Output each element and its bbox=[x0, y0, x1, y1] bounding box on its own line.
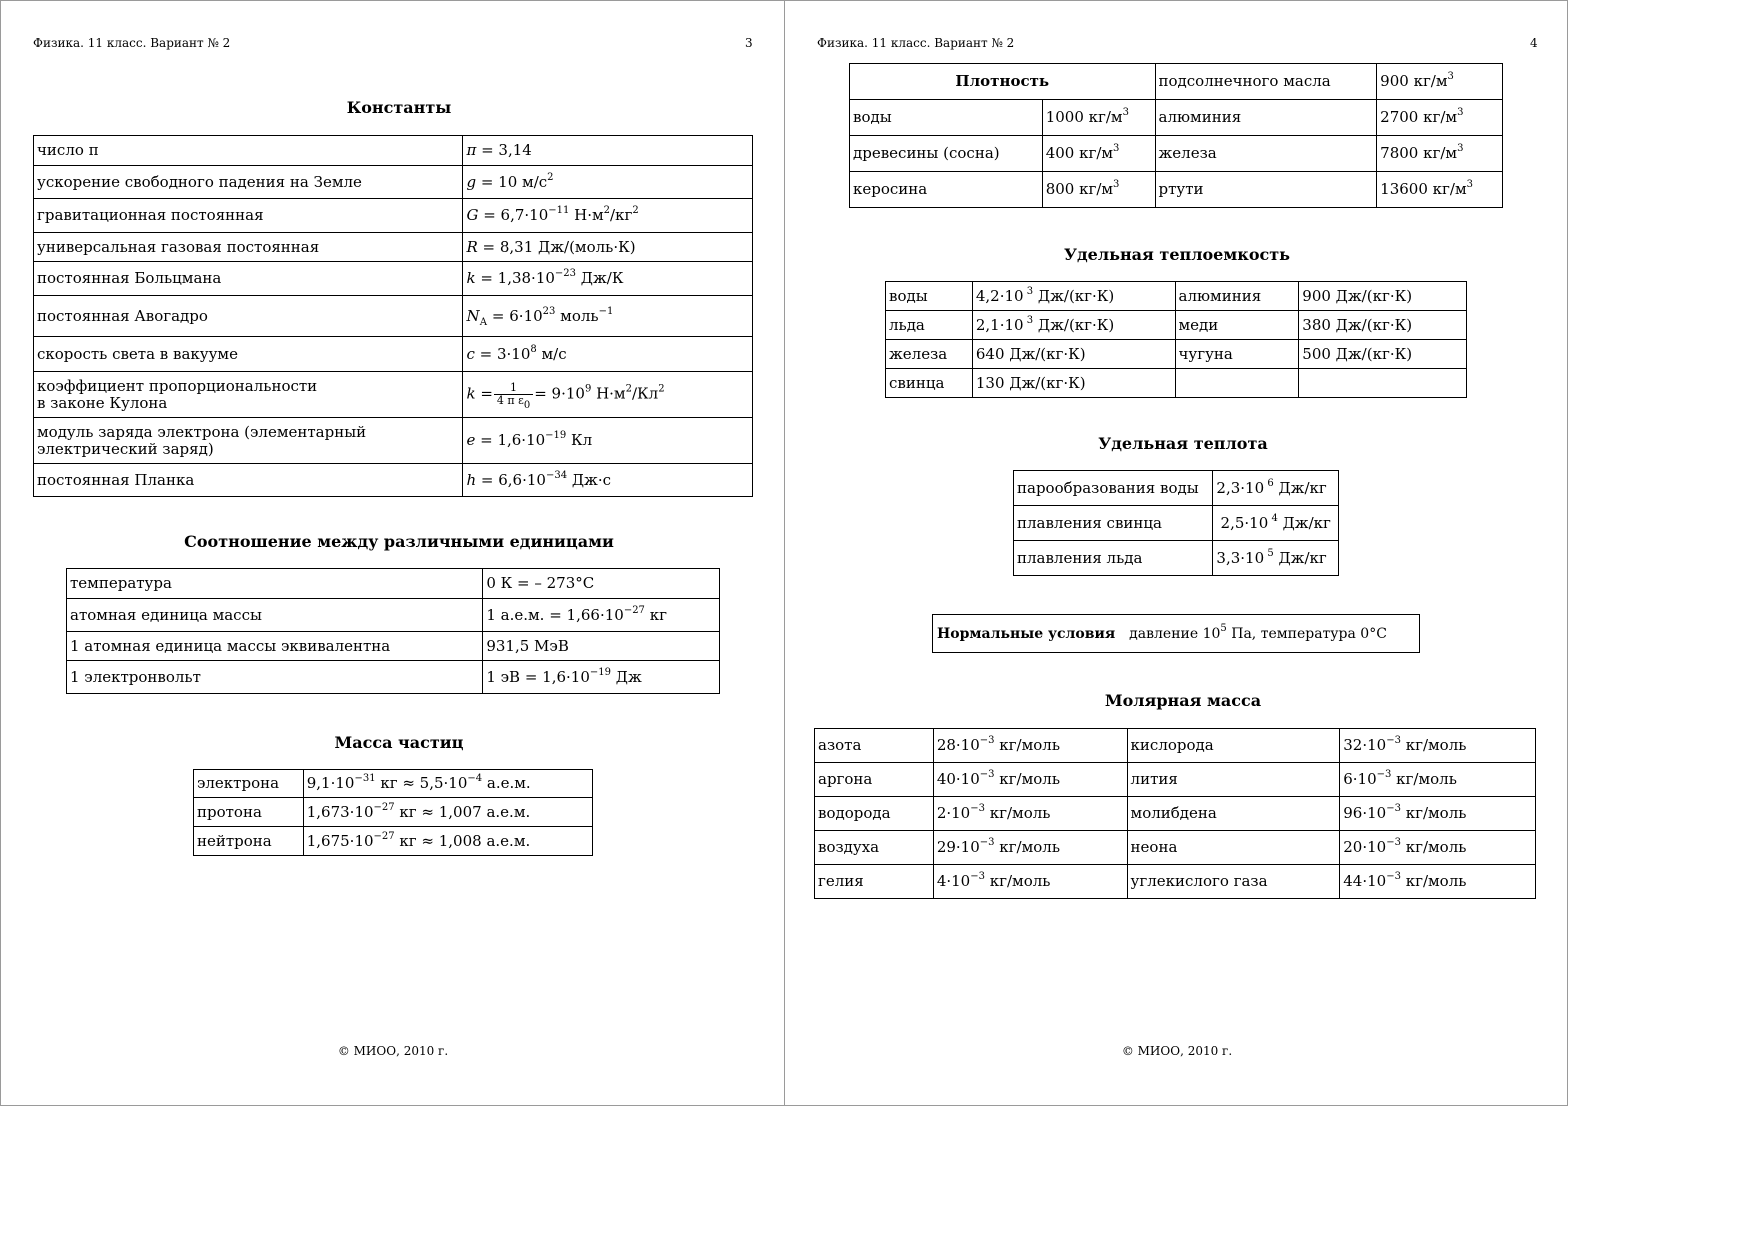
heat-capacity-value: 2,1·10 $^3$ Дж/(кг·К) bbox=[972, 311, 1175, 340]
table-row bbox=[815, 831, 1536, 865]
unit-value: 1 эВ = $1,6\cdot 10^{-19}$ Дж bbox=[483, 661, 720, 694]
table-row bbox=[34, 136, 753, 166]
constant-value: $c = 3\cdot 10^8$ м/с bbox=[463, 337, 753, 372]
constant-value: $N_А = 6\cdot 10^{23}$ моль$^{-1}$ bbox=[463, 296, 753, 337]
latent-heat-value: 3,3·10 $^5$ Дж/кг bbox=[1213, 541, 1339, 576]
units-title: Соотношение между различными единицами bbox=[184, 532, 614, 551]
table-row bbox=[34, 262, 753, 296]
table-row bbox=[850, 64, 1503, 100]
masses-table bbox=[193, 769, 593, 856]
table-row bbox=[34, 199, 753, 233]
table-row bbox=[67, 632, 720, 661]
substance-name: чугуна bbox=[1175, 340, 1299, 369]
substance-name: свинца bbox=[886, 369, 973, 398]
table-row bbox=[886, 369, 1467, 398]
constant-value: $e = 1,6\cdot 10^{-19}$ Кл bbox=[463, 418, 753, 464]
normal-conditions-box bbox=[932, 614, 1420, 653]
page-4 bbox=[784, 0, 1568, 1106]
substance-name: ртути bbox=[1155, 172, 1377, 208]
density-value: 400 $кг/м^3$ bbox=[1042, 136, 1155, 172]
table-row bbox=[34, 418, 753, 464]
constants-table bbox=[33, 135, 753, 497]
substance-name: воды bbox=[886, 282, 973, 311]
latent-heat-value: 2,3·10 $^6$ Дж/кг bbox=[1213, 471, 1339, 506]
density-value: 13600 $кг/м^3$ bbox=[1377, 172, 1503, 208]
masses-title: Масса частиц bbox=[334, 733, 464, 752]
normal-conditions-value: давление $10^5$ Па, температура 0°С bbox=[1129, 622, 1387, 642]
density-table bbox=[849, 63, 1503, 208]
constant-name: ускорение свободного падения на Земле bbox=[34, 166, 463, 199]
substance-name: древесины (сосна) bbox=[850, 136, 1043, 172]
unit-name: атомная единица массы bbox=[67, 599, 483, 632]
constant-name: число π bbox=[34, 136, 463, 166]
table-row bbox=[886, 282, 1467, 311]
molar-mass-title: Молярная масса bbox=[1104, 691, 1262, 710]
molar-mass-value: $20\cdot 10^{-3}$ кг/моль bbox=[1340, 831, 1536, 865]
page-footer: © МИОО, 2010 г. bbox=[1121, 1044, 1233, 1058]
table-row bbox=[34, 296, 753, 337]
units-table bbox=[66, 568, 720, 694]
heat-capacity-value: 900 Дж/(кг·К) bbox=[1299, 282, 1467, 311]
molar-mass-value: $96\cdot 10^{-3}$ кг/моль bbox=[1340, 797, 1536, 831]
table-row bbox=[815, 865, 1536, 899]
molar-mass-value: $4\cdot 10^{-3}$ кг/моль bbox=[933, 865, 1127, 899]
table-row bbox=[850, 100, 1503, 136]
substance-name: льда bbox=[886, 311, 973, 340]
substance-name: железа bbox=[1155, 136, 1377, 172]
table-row bbox=[850, 172, 1503, 208]
process-name: парообразования воды bbox=[1014, 471, 1213, 506]
constant-value: π = 3,14 bbox=[463, 136, 753, 166]
table-row bbox=[194, 798, 593, 827]
substance-name: углекислого газа bbox=[1127, 865, 1340, 899]
constants-title: Константы bbox=[346, 98, 452, 117]
unit-name: 1 атомная единица массы эквивалентна bbox=[67, 632, 483, 661]
density-value: 900 $кг/м^3$ bbox=[1377, 64, 1503, 100]
table-row bbox=[1014, 471, 1339, 506]
table-row bbox=[34, 464, 753, 497]
page-number: 4 bbox=[1530, 36, 1538, 50]
substance-name: алюминия bbox=[1175, 282, 1299, 311]
normal-conditions-label: Нормальные условия bbox=[937, 625, 1116, 642]
page-footer: © МИОО, 2010 г. bbox=[337, 1044, 449, 1058]
molar-mass-value: $28\cdot 10^{-3}$ кг/моль bbox=[933, 729, 1127, 763]
page-number: 3 bbox=[745, 36, 753, 50]
substance-name: водорода bbox=[815, 797, 934, 831]
constant-value: g = 10 $м/с^2$ bbox=[463, 166, 753, 199]
density-value: 1000 $кг/м^3$ bbox=[1042, 100, 1155, 136]
table-row bbox=[67, 661, 720, 694]
substance-name: лития bbox=[1127, 763, 1340, 797]
unit-value: 1 а.е.м. = $1,66\cdot 10^{-27}$ кг bbox=[483, 599, 720, 632]
heat-capacity-value: 500 Дж/(кг·К) bbox=[1299, 340, 1467, 369]
heat-capacity-title: Удельная теплоемкость bbox=[1063, 245, 1290, 264]
constant-name: постоянная Больцмана bbox=[34, 262, 463, 296]
unit-value: 931,5 МэВ bbox=[483, 632, 720, 661]
particle-name: нейтрона bbox=[194, 827, 304, 856]
constant-name: постоянная Планка bbox=[34, 464, 463, 497]
latent-heat-value: 2,5·10 $^4$ Дж/кг bbox=[1213, 506, 1339, 541]
substance-name: молибдена bbox=[1127, 797, 1340, 831]
particle-mass: $1,673\cdot 10^{-27}$ кг ≈ 1,007 а.е.м. bbox=[303, 798, 592, 827]
constant-value: k = $\frac{1}{4 \pi \varepsilon_0}$ = $9\cdot 10^9$ $Н\cdot м^2/Кл^2$ bbox=[463, 372, 753, 418]
process-name: плавления льда bbox=[1014, 541, 1213, 576]
constant-name: универсальная газовая постоянная bbox=[34, 233, 463, 262]
substance-name: меди bbox=[1175, 311, 1299, 340]
constant-name: коэффициент пропорциональности в законе Кулона bbox=[34, 372, 463, 418]
process-name: плавления свинца bbox=[1014, 506, 1213, 541]
density-title: Плотность bbox=[850, 64, 1156, 100]
substance-name: аргона bbox=[815, 763, 934, 797]
substance-name: железа bbox=[886, 340, 973, 369]
heat-capacity-value: 380 Дж/(кг·К) bbox=[1299, 311, 1467, 340]
table-row bbox=[1014, 541, 1339, 576]
molar-mass-value: $32\cdot 10^{-3}$ кг/моль bbox=[1340, 729, 1536, 763]
molar-mass-value: $44\cdot 10^{-3}$ кг/моль bbox=[1340, 865, 1536, 899]
constant-name: постоянная Авогадро bbox=[34, 296, 463, 337]
unit-value: 0 К = – 273°С bbox=[483, 569, 720, 599]
table-row bbox=[194, 770, 593, 798]
substance-name: гелия bbox=[815, 865, 934, 899]
molar-mass-value: $29\cdot 10^{-3}$ кг/моль bbox=[933, 831, 1127, 865]
substance-name: алюминия bbox=[1155, 100, 1377, 136]
substance-name: воды bbox=[850, 100, 1043, 136]
constant-value: $k = 1,38\cdot 10^{-23}$ Дж/К bbox=[463, 262, 753, 296]
particle-name: протона bbox=[194, 798, 304, 827]
heat-capacity-value: 130 Дж/(кг·К) bbox=[972, 369, 1175, 398]
substance-name: азота bbox=[815, 729, 934, 763]
substance-name: подсолнечного масла bbox=[1155, 64, 1377, 100]
particle-mass: $1,675\cdot 10^{-27}$ кг ≈ 1,008 а.е.м. bbox=[303, 827, 592, 856]
constant-value: $G = 6,7\cdot 10^{-11}$ $Н\cdot м^2/кг^2$ bbox=[463, 199, 753, 233]
constant-name: скорость света в вакууме bbox=[34, 337, 463, 372]
page-3 bbox=[0, 0, 786, 1106]
unit-name: 1 электронвольт bbox=[67, 661, 483, 694]
table-row bbox=[886, 311, 1467, 340]
table-row bbox=[34, 233, 753, 262]
page-header-title: Физика. 11 класс. Вариант № 2 bbox=[817, 36, 1015, 50]
table-row bbox=[815, 763, 1536, 797]
density-value: 800 $кг/м^3$ bbox=[1042, 172, 1155, 208]
substance-name: керосина bbox=[850, 172, 1043, 208]
molar-mass-table bbox=[814, 728, 1536, 899]
density-value: 2700 $кг/м^3$ bbox=[1377, 100, 1503, 136]
page-header-title: Физика. 11 класс. Вариант № 2 bbox=[33, 36, 231, 50]
particle-mass: $9,1\cdot 10^{-31}$ кг ≈ $5,5\cdot 10^{-4}$ а.е.м. bbox=[303, 770, 592, 798]
constant-value: $h = 6,6\cdot 10^{-34}$ Дж·с bbox=[463, 464, 753, 497]
table-row bbox=[34, 166, 753, 199]
constant-value: R = 8,31 Дж/(моль·К) bbox=[463, 233, 753, 262]
table-row bbox=[886, 340, 1467, 369]
substance-name: воздуха bbox=[815, 831, 934, 865]
molar-mass-value: $6\cdot 10^{-3}$ кг/моль bbox=[1340, 763, 1536, 797]
table-row bbox=[67, 599, 720, 632]
latent-heat-table bbox=[1013, 470, 1339, 576]
heat-capacity-value: 4,2·10 $^3$ Дж/(кг·К) bbox=[972, 282, 1175, 311]
constant-name: модуль заряда электрона (элементарный электрический заряд) bbox=[34, 418, 463, 464]
substance-name: кислорода bbox=[1127, 729, 1340, 763]
table-row bbox=[815, 729, 1536, 763]
latent-heat-title: Удельная теплота bbox=[1098, 434, 1268, 453]
table-row bbox=[34, 337, 753, 372]
heat-capacity-table bbox=[885, 281, 1467, 398]
molar-mass-value: $40\cdot 10^{-3}$ кг/моль bbox=[933, 763, 1127, 797]
constant-name: гравитационная постоянная bbox=[34, 199, 463, 233]
table-row bbox=[815, 797, 1536, 831]
substance-name: неона bbox=[1127, 831, 1340, 865]
molar-mass-value: $2\cdot 10^{-3}$ кг/моль bbox=[933, 797, 1127, 831]
empty-cell bbox=[1175, 369, 1299, 398]
table-row bbox=[67, 569, 720, 599]
table-row bbox=[34, 372, 753, 418]
particle-name: электрона bbox=[194, 770, 304, 798]
density-value: 7800 $кг/м^3$ bbox=[1377, 136, 1503, 172]
table-row bbox=[1014, 506, 1339, 541]
table-row bbox=[194, 827, 593, 856]
empty-cell bbox=[1299, 369, 1467, 398]
coulomb-fraction: $\frac{1}{4 \pi \varepsilon_0}$ bbox=[494, 382, 533, 407]
unit-name: температура bbox=[67, 569, 483, 599]
table-row bbox=[850, 136, 1503, 172]
heat-capacity-value: 640 Дж/(кг·К) bbox=[972, 340, 1175, 369]
